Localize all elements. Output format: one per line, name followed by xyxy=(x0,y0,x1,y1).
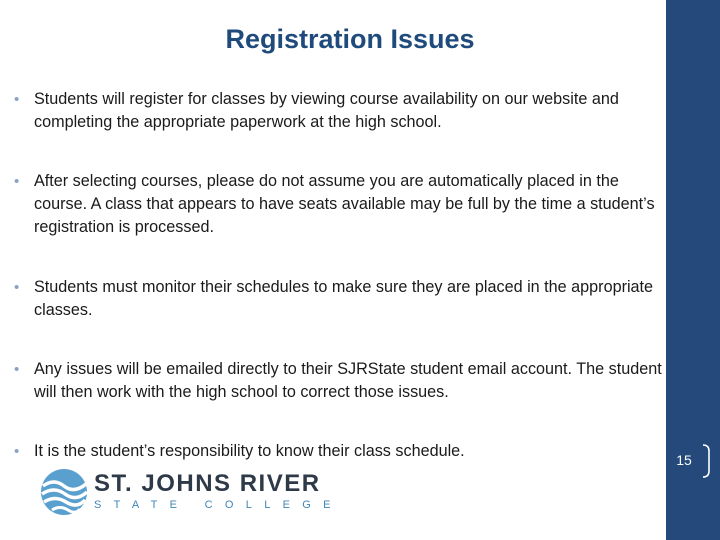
bullet-text: It is the student’s responsibility to know their class schedule. xyxy=(34,442,465,460)
logo-name: ST. JOHNS RIVER xyxy=(94,470,321,497)
college-logo xyxy=(38,466,343,518)
bullet-text: After selecting courses, please do not assume you are automatically placed in the course. A class that appears to have seats available may be full by the time a student’s registration is processed. xyxy=(34,172,655,236)
bullet-item xyxy=(14,88,666,134)
bullet-item xyxy=(14,358,666,404)
bullet-dot: • xyxy=(14,91,20,108)
page-number xyxy=(650,443,718,479)
bullet-dot: • xyxy=(14,361,20,378)
page-number-text: 15 xyxy=(676,452,692,468)
logo-subname: STATE COLLEGE xyxy=(94,499,343,511)
bullet-text: Students will register for classes by viewing course availability on our website and completing the appropriate paperwork at the high school. xyxy=(34,90,619,131)
bullet-text: Students must monitor their schedules to make sure they are placed in the appropriate classes. xyxy=(34,278,654,319)
slide-title: Registration Issues xyxy=(225,24,475,54)
bullet-item xyxy=(14,170,666,239)
bullet-dot: • xyxy=(14,279,20,296)
bullet-dot: • xyxy=(14,173,20,190)
bullet-dot: • xyxy=(14,443,20,460)
bullet-item xyxy=(14,440,666,463)
bullet-item xyxy=(14,276,666,322)
wave-logo-icon xyxy=(38,466,90,518)
bullet-text: Any issues will be emailed directly to their SJRState student email account. The student will then work with the high school to correct those issues. xyxy=(34,360,662,401)
